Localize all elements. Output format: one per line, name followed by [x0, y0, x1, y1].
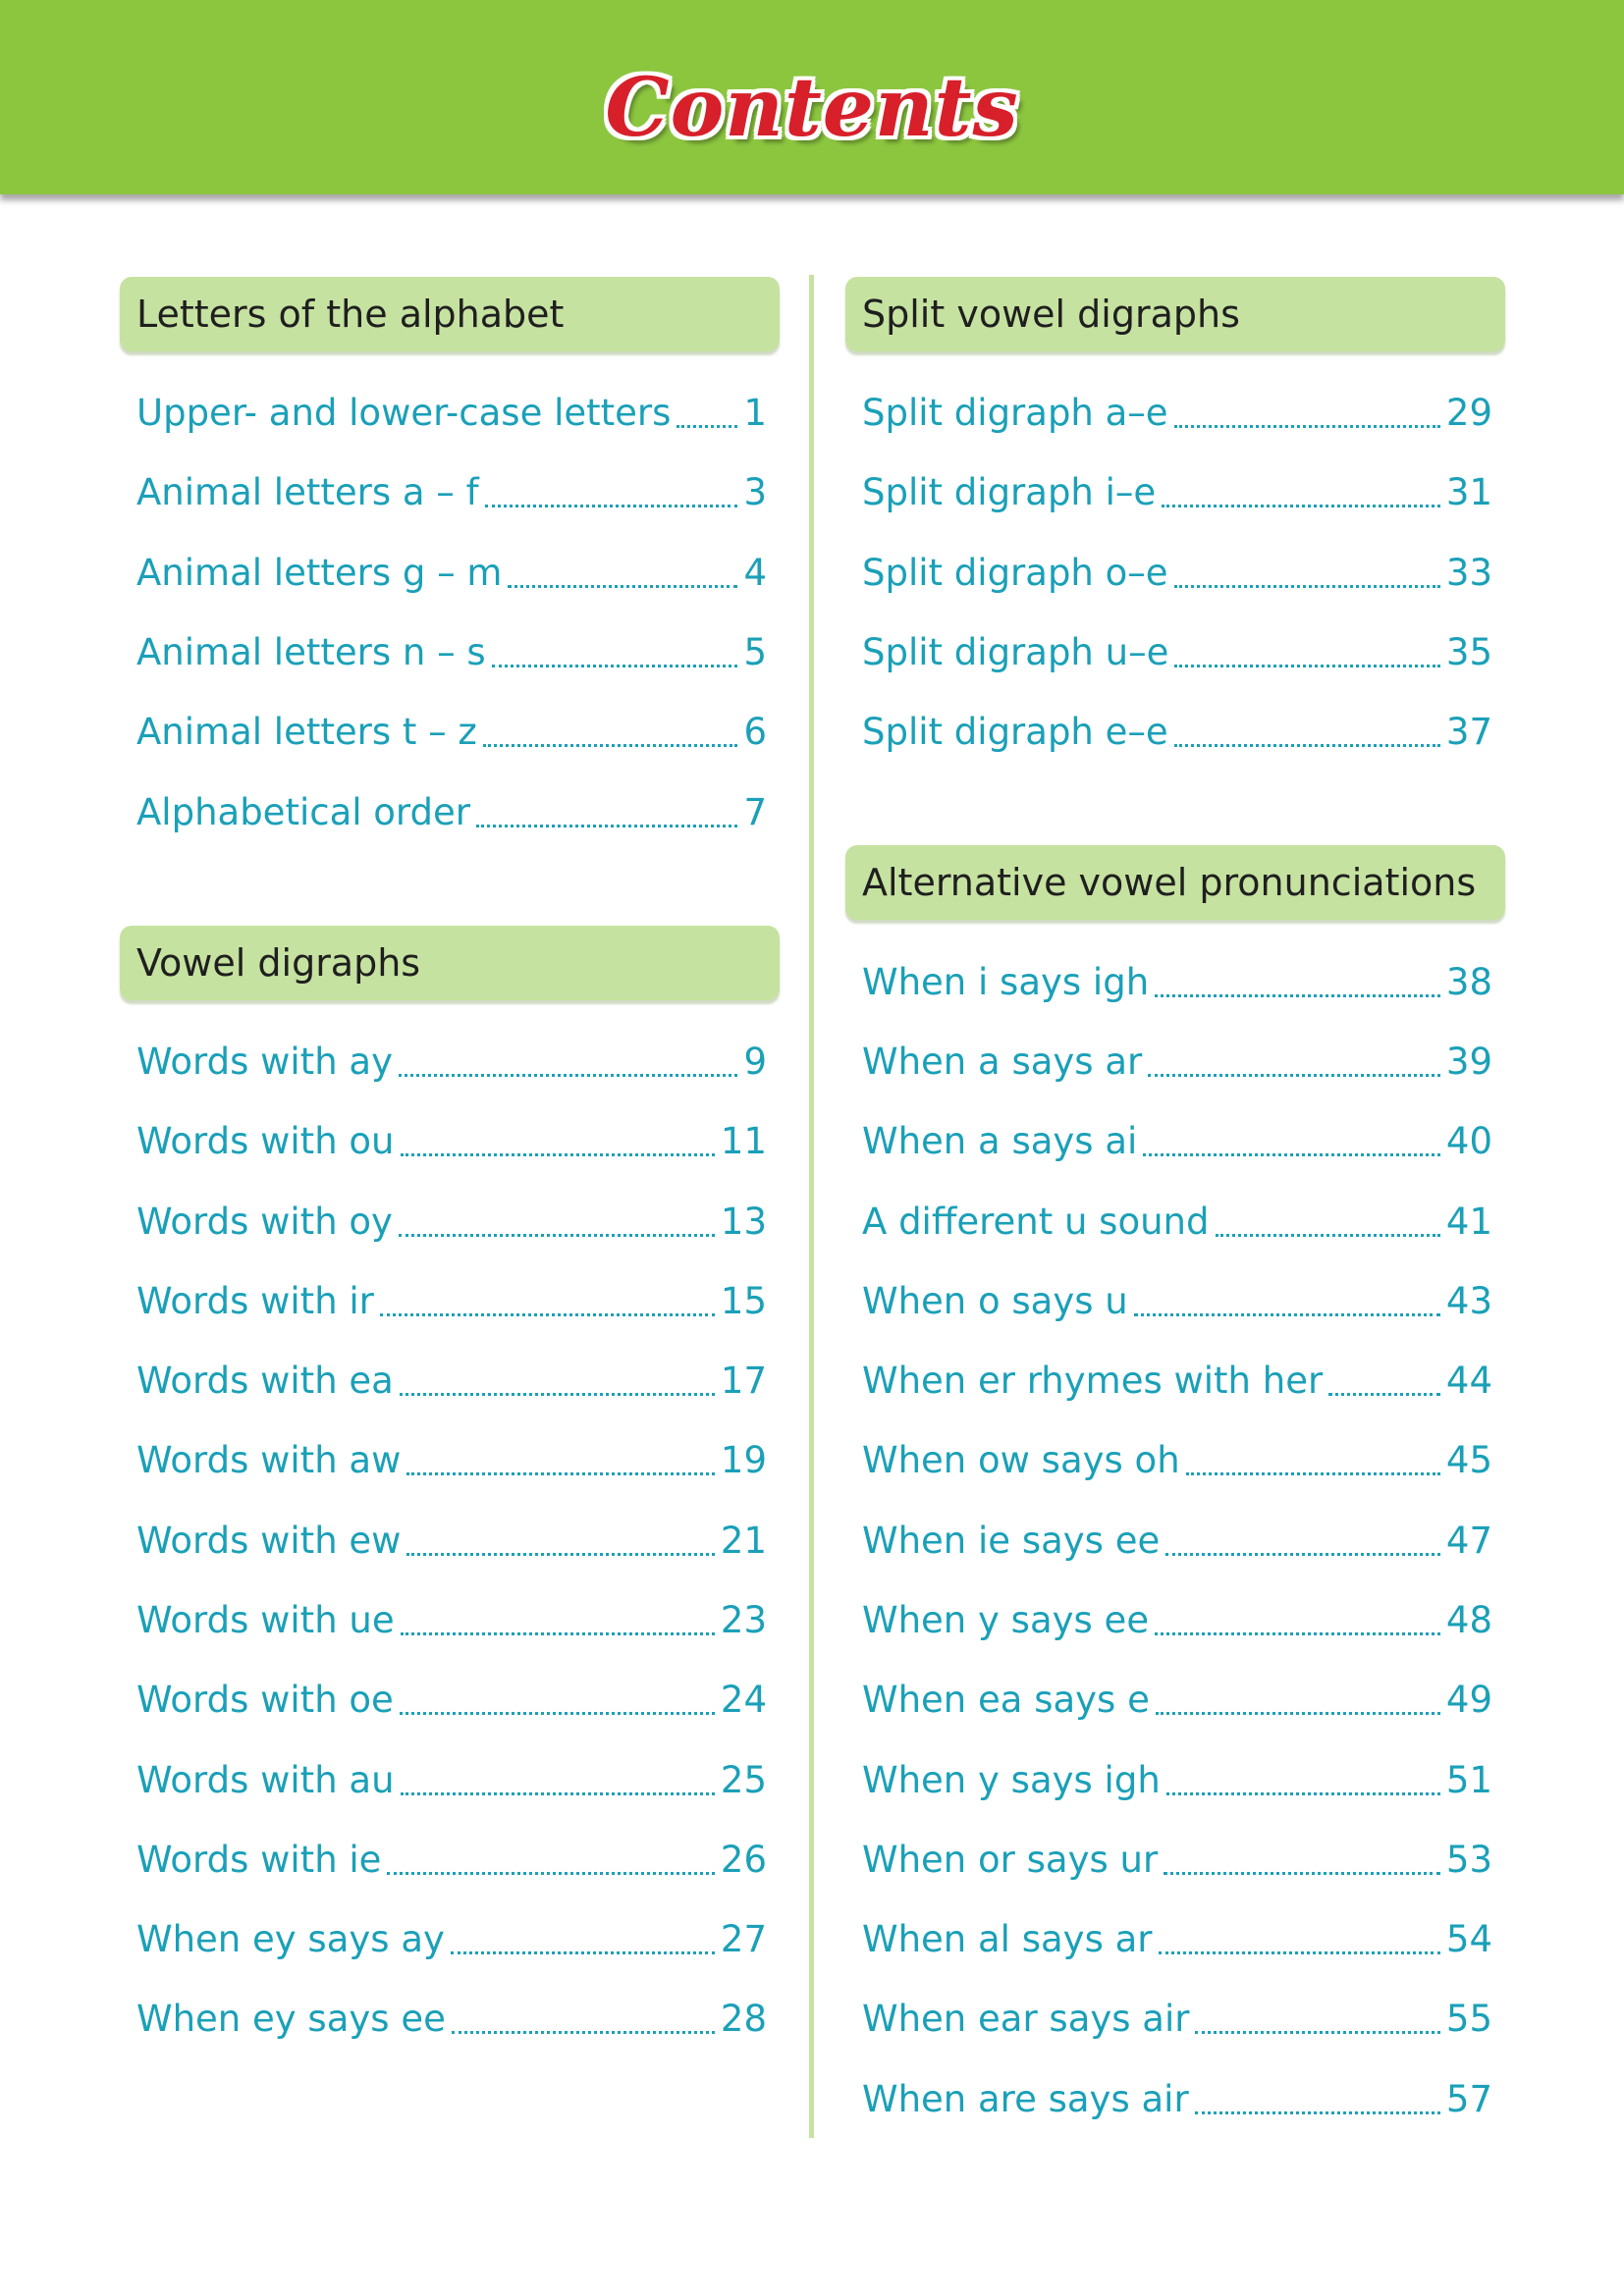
dot-leader [1156, 1712, 1440, 1715]
dot-leader [1159, 1951, 1440, 1954]
dot-leader [492, 665, 738, 667]
toc-section [845, 277, 1505, 772]
toc-entry[interactable] [862, 1181, 1492, 1260]
toc-entry-label: When ea says e [862, 1679, 1150, 1722]
dot-leader [399, 1234, 715, 1237]
toc-page-number: 17 [720, 1360, 767, 1403]
dot-leader [400, 1393, 715, 1396]
toc-entry-label: When y says igh [862, 1758, 1161, 1801]
toc-entry-label: Split digraph i–e [862, 471, 1157, 514]
toc-entry[interactable] [136, 1181, 767, 1260]
toc-page-number: 41 [1445, 1200, 1492, 1243]
toc-entry[interactable] [862, 453, 1492, 532]
toc-entry-label: Words with ie [136, 1838, 382, 1881]
toc-page-number: 13 [720, 1200, 767, 1243]
toc-page-number: 9 [743, 1040, 767, 1083]
toc-entry-label: Upper- and lower-case letters [136, 392, 672, 435]
toc-entry[interactable] [862, 692, 1492, 772]
toc-entry[interactable] [136, 1820, 767, 1899]
toc-page-number: 6 [743, 711, 767, 754]
toc-page-number: 23 [720, 1599, 767, 1641]
page-title: Contents [605, 61, 1019, 155]
toc-entry-label: Words with ay [136, 1040, 393, 1083]
toc-page-number: 47 [1445, 1519, 1492, 1562]
toc-entry[interactable] [136, 373, 767, 453]
toc-entry-label: Words with ew [136, 1519, 402, 1562]
toc-entry-label: Animal letters a – f [136, 471, 479, 514]
dot-leader [485, 505, 738, 507]
dot-leader [1174, 665, 1440, 667]
dot-leader [406, 1553, 714, 1556]
toc-entry[interactable] [136, 1501, 767, 1580]
dot-leader [399, 1074, 737, 1077]
section-heading: Vowel digraphs [120, 926, 780, 1000]
dot-leader [380, 1313, 715, 1316]
dot-leader [401, 1153, 715, 1156]
toc-page-number: 1 [743, 392, 767, 435]
toc-entry[interactable] [862, 1660, 1492, 1739]
toc-entry[interactable] [862, 1022, 1492, 1101]
toc-page-number: 38 [1445, 960, 1492, 1003]
toc-page-number: 33 [1445, 551, 1492, 594]
toc-entry[interactable] [136, 1261, 767, 1341]
toc-entry-label: Words with ue [136, 1599, 395, 1641]
dot-leader [451, 1951, 715, 1954]
toc-entry[interactable] [136, 453, 767, 532]
toc-entry-label: Split digraph u–e [862, 631, 1169, 674]
toc-entry-label: When er rhymes with her [862, 1360, 1324, 1403]
toc-entry-label: When ow says oh [862, 1439, 1180, 1482]
toc-entry[interactable] [862, 1580, 1492, 1660]
toc-entry[interactable] [862, 1979, 1492, 2058]
toc-entry-label: Words with oe [136, 1679, 394, 1722]
toc-entry[interactable] [862, 1261, 1492, 1341]
toc-entry[interactable] [862, 1820, 1492, 1899]
title-banner [0, 0, 1624, 194]
dot-leader [1328, 1393, 1440, 1396]
toc-page-number: 27 [720, 1918, 767, 1961]
toc-entry[interactable] [862, 533, 1492, 613]
toc-entry-label: Words with ea [136, 1360, 394, 1403]
toc-entry-label: Words with oy [136, 1200, 393, 1243]
toc-page-number: 43 [1445, 1279, 1492, 1322]
toc-entry-label: Words with ir [136, 1279, 374, 1322]
toc-entry[interactable] [136, 692, 767, 772]
dot-leader [401, 1632, 715, 1635]
toc-entry[interactable] [862, 613, 1492, 692]
toc-entry-label: Split digraph o–e [862, 551, 1168, 594]
toc-entry[interactable] [136, 1739, 767, 1819]
toc-entry[interactable] [136, 1899, 767, 1979]
toc-page-number: 37 [1445, 711, 1492, 754]
dot-leader [1174, 744, 1440, 747]
toc-entry-label: When o says u [862, 1279, 1128, 1322]
toc-page-number: 44 [1445, 1360, 1492, 1403]
toc-entry[interactable] [862, 1341, 1492, 1420]
toc-entry[interactable] [862, 1501, 1492, 1580]
toc-entry[interactable] [136, 1101, 767, 1181]
toc-page-number: 49 [1445, 1679, 1492, 1722]
dot-leader [406, 1472, 715, 1475]
section-heading: Split vowel digraphs [845, 277, 1505, 351]
dot-leader [1155, 994, 1440, 997]
toc-section [120, 277, 780, 852]
toc-entry[interactable] [136, 613, 767, 692]
toc-entry[interactable] [862, 1420, 1492, 1500]
toc-entry-list [845, 373, 1505, 772]
toc-page-number: 19 [720, 1439, 767, 1482]
left-column [120, 277, 780, 2133]
dot-leader [483, 744, 738, 747]
toc-entry-list [845, 941, 1505, 2138]
toc-page-number: 31 [1445, 471, 1492, 514]
toc-entry[interactable] [862, 373, 1492, 453]
dot-leader [1195, 2111, 1440, 2114]
toc-page-number: 28 [720, 1998, 767, 2041]
dot-leader [1134, 1313, 1440, 1316]
toc-entry-list [120, 1022, 780, 2059]
toc-entry-label: When ear says air [862, 1998, 1190, 2041]
toc-entry[interactable] [136, 1580, 767, 1660]
toc-entry-label: Words with au [136, 1758, 395, 1801]
dot-leader [401, 1792, 715, 1795]
section-heading: Letters of the alphabet [120, 277, 780, 351]
toc-entry[interactable] [862, 1899, 1492, 1979]
dot-leader [508, 585, 737, 588]
toc-entry-label: When ey says ay [136, 1918, 445, 1961]
toc-page-number: 25 [720, 1758, 767, 1801]
toc-page-number: 21 [720, 1519, 767, 1562]
right-column [845, 277, 1505, 2213]
toc-entry-label: When are says air [862, 2077, 1189, 2120]
toc-page-number: 4 [743, 551, 767, 594]
dot-leader [1162, 505, 1440, 507]
dot-leader [1174, 425, 1440, 428]
toc-section [120, 926, 780, 2059]
toc-entry-label: When a says ai [862, 1120, 1138, 1163]
toc-entry-label: Alphabetical order [136, 790, 470, 833]
toc-entry-label: Animal letters t – z [136, 711, 477, 754]
dot-leader [1174, 585, 1440, 588]
toc-entry[interactable] [136, 1341, 767, 1420]
toc-entry[interactable] [862, 2059, 1492, 2139]
toc-entry-label: Split digraph a–e [862, 392, 1168, 435]
toc-page-number: 54 [1445, 1918, 1492, 1961]
dot-leader [452, 2031, 715, 2034]
toc-page-number: 11 [720, 1120, 767, 1163]
toc-entry-label: When a says ar [862, 1040, 1143, 1083]
dot-leader [1186, 1472, 1440, 1475]
dot-leader [1148, 1074, 1440, 1077]
toc-entry-label: When al says ar [862, 1918, 1153, 1961]
toc-entry[interactable] [136, 1660, 767, 1739]
dot-leader [1195, 2031, 1439, 2034]
toc-page-number: 26 [720, 1838, 767, 1881]
toc-page-number: 3 [743, 471, 767, 514]
toc-page-number: 35 [1445, 631, 1492, 674]
toc-section [845, 845, 1505, 2138]
toc-page-number: 51 [1445, 1758, 1492, 1801]
column-divider [809, 275, 814, 2138]
toc-entry[interactable] [862, 1101, 1492, 1181]
toc-page-number: 53 [1445, 1838, 1492, 1881]
dot-leader [1155, 1632, 1440, 1635]
dot-leader [400, 1712, 715, 1715]
toc-page-number: 48 [1445, 1599, 1492, 1641]
toc-entry-label: When or says ur [862, 1838, 1159, 1881]
toc-entry-label: When ie says ee [862, 1519, 1161, 1562]
toc-page-number: 29 [1445, 392, 1492, 435]
toc-entry[interactable] [136, 772, 767, 851]
toc-entry-label: Words with ou [136, 1120, 395, 1163]
toc-entry-label: Split digraph e–e [862, 711, 1168, 754]
toc-page-number: 7 [743, 790, 767, 833]
toc-entry-label: When y says ee [862, 1599, 1150, 1641]
dot-leader [1164, 1872, 1440, 1875]
toc-entry[interactable] [136, 1979, 767, 2058]
dot-leader [1216, 1234, 1440, 1237]
dot-leader [1143, 1153, 1440, 1156]
toc-entry[interactable] [862, 941, 1492, 1021]
toc-entry-label: When ey says ee [136, 1998, 446, 2041]
toc-entry-label: Animal letters g – m [136, 551, 503, 594]
toc-entry-label: Animal letters n – s [136, 631, 486, 674]
toc-entry[interactable] [862, 1739, 1492, 1819]
toc-page-number: 5 [743, 631, 767, 674]
toc-entry[interactable] [136, 533, 767, 613]
toc-entry-list [120, 373, 780, 852]
toc-entry[interactable] [136, 1022, 767, 1101]
toc-entry-label: Words with aw [136, 1439, 402, 1482]
toc-entry-label: When i says igh [862, 960, 1150, 1003]
toc-page-number: 55 [1445, 1998, 1492, 2041]
dot-leader [1165, 1553, 1440, 1556]
section-heading: Alternative vowel pronunciations [845, 845, 1505, 920]
toc-entry-label: A different u sound [862, 1200, 1210, 1243]
toc-page-number: 24 [720, 1679, 767, 1722]
dot-leader [387, 1872, 714, 1875]
toc-entry[interactable] [136, 1420, 767, 1500]
dot-leader [476, 825, 737, 828]
dot-leader [677, 425, 737, 428]
toc-page-number: 15 [720, 1279, 767, 1322]
toc-page-number: 57 [1445, 2077, 1492, 2120]
toc-page-number: 39 [1445, 1040, 1492, 1083]
toc-page-number: 40 [1445, 1120, 1492, 1163]
toc-page-number: 45 [1445, 1439, 1492, 1482]
dot-leader [1166, 1792, 1440, 1795]
